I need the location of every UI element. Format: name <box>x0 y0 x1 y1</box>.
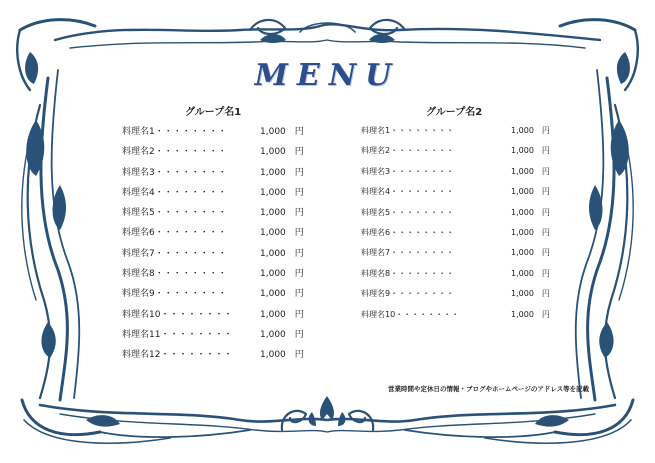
item-price: 1,000 円 <box>511 227 550 237</box>
item-name: 料理名11・・・・・・・・ <box>122 329 233 340</box>
item-price: 1,000 円 <box>511 289 550 299</box>
item-name: 料理名2・・・・・・・・ <box>122 147 227 158</box>
item-price: 1,000 円 <box>260 269 304 280</box>
item-price: 1,000 円 <box>511 207 550 217</box>
item-name: 料理名2・・・・・・・・ <box>361 146 455 156</box>
item-price: 1,000 円 <box>260 167 304 178</box>
menu-title: MENU <box>254 58 401 93</box>
item-price: 1,000 円 <box>260 350 304 361</box>
item-name: 料理名9・・・・・・・・ <box>122 289 227 300</box>
item-price: 1,000 円 <box>260 147 304 158</box>
item-price: 1,000 円 <box>511 187 550 197</box>
item-price: 1,000 円 <box>260 228 304 239</box>
item-price: 1,000 円 <box>511 146 550 156</box>
item-price: 1,000 円 <box>260 289 304 300</box>
item-name: 料理名4・・・・・・・・ <box>361 187 455 197</box>
item-name: 料理名9・・・・・・・・ <box>361 289 455 299</box>
item-price: 1,000 円 <box>511 268 550 278</box>
item-price: 1,000 円 <box>260 248 304 259</box>
item-name: 料理名5・・・・・・・・ <box>122 208 227 219</box>
item-name: 料理名4・・・・・・・・ <box>122 187 227 198</box>
item-name: 料理名5・・・・・・・・ <box>361 207 455 217</box>
item-price: 1,000 円 <box>511 309 550 319</box>
item-name: 料理名7・・・・・・・・ <box>122 248 227 259</box>
item-price: 1,000 円 <box>260 208 304 219</box>
item-price: 1,000 円 <box>260 127 304 137</box>
item-price: 1,000 円 <box>260 309 304 320</box>
item-name: 料理名8・・・・・・・・ <box>361 268 455 278</box>
item-name: 料理名3・・・・・・・・ <box>122 167 227 178</box>
group-1-title: グループ名1 <box>185 107 242 118</box>
item-name: 料理名12・・・・・・・・ <box>122 350 233 361</box>
item-price: 1,000 円 <box>511 126 550 135</box>
item-name: 料理名7・・・・・・・・ <box>361 248 455 258</box>
item-name: 料理名1・・・・・・・・ <box>122 127 227 137</box>
item-price: 1,000 円 <box>511 248 550 258</box>
item-name: 料理名10・・・・・・・・ <box>361 309 460 319</box>
item-name: 料理名3・・・・・・・・ <box>361 166 455 176</box>
item-name: 料理名6・・・・・・・・ <box>122 228 227 239</box>
item-name: 料理名8・・・・・・・・ <box>122 269 227 280</box>
group-2-title: グループ名2 <box>426 107 483 118</box>
item-name: 料理名6・・・・・・・・ <box>361 227 455 237</box>
item-price: 1,000 円 <box>260 187 304 198</box>
item-price: 1,000 円 <box>511 166 550 176</box>
footer-note: 営業時間や定休日の情報・ブログやホームページのアドレス等を記載 <box>388 385 590 393</box>
item-name: 料理名10・・・・・・・・ <box>122 309 233 320</box>
item-name: 料理名1・・・・・・・・ <box>361 126 455 135</box>
item-price: 1,000 円 <box>260 329 304 340</box>
